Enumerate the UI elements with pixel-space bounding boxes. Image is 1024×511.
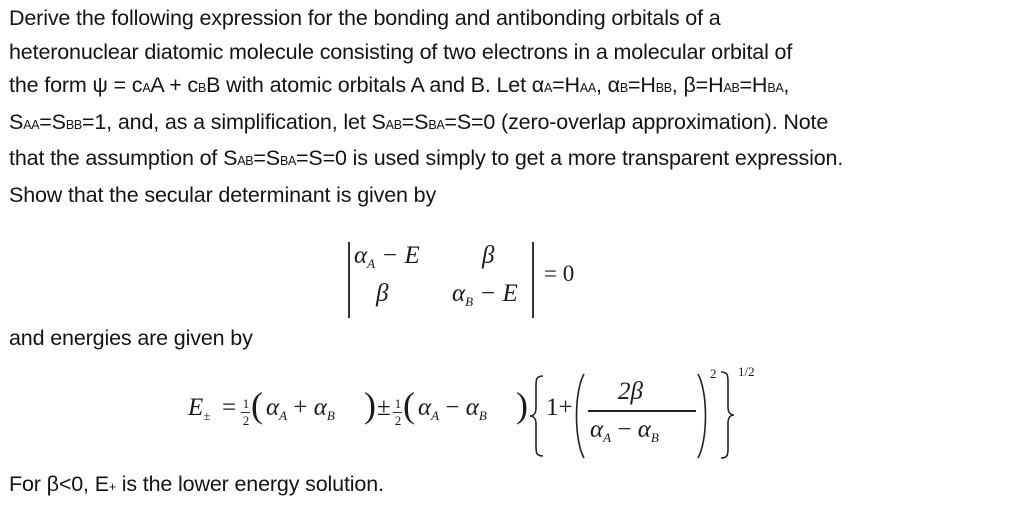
fraction-denominator: $\alpha_A - \alpha_B$ xyxy=(590,416,659,445)
determinant-equals-zero: = 0 xyxy=(544,261,575,286)
determinant-a21: β xyxy=(376,280,389,307)
determinant-a11: $\alpha_A - E$ xyxy=(354,242,420,271)
energy-lhs: $E_\pm$ xyxy=(188,394,211,423)
half-numerator-2: 1 xyxy=(394,396,402,411)
close-paren-1: ) xyxy=(364,385,376,425)
alpha-sum: $\alpha_A + \alpha_B$ xyxy=(266,394,335,423)
problem-line-2: heteronuclear diatomic molecule consisting of two electrons in a molecular orbital of xyxy=(9,39,793,64)
open-paren-2: ( xyxy=(403,385,415,425)
inner-exponent: 2 xyxy=(710,366,717,381)
equals-sign: = xyxy=(222,394,237,421)
one-plus: 1+ xyxy=(546,394,573,421)
close-paren-2: ) xyxy=(516,385,528,425)
energies-intro: and energies are given by xyxy=(9,326,253,350)
right-brace-icon xyxy=(718,370,736,460)
half-numerator-1: 1 xyxy=(242,396,250,411)
problem-line-4: SAA=SBB=1, and, as a simplification, let SAB=SBA=S=0 (zero-overlap approximation). Note xyxy=(9,109,829,134)
problem-line-1: Derive the following expression for the bonding and antibonding orbitals of a xyxy=(9,6,721,30)
plus-minus-sign: ± xyxy=(377,394,391,421)
determinant-a12: β xyxy=(482,242,495,269)
problem-line-5: that the assumption of SAB=SBA=S=0 is used simply to get a more transparent expression. xyxy=(9,146,844,170)
energy-formula xyxy=(188,366,788,466)
outer-exponent: 1/2 xyxy=(738,364,755,379)
half-denominator-2: 2 xyxy=(394,413,402,428)
open-paren-1: ( xyxy=(251,385,263,425)
fraction-bar xyxy=(588,410,696,412)
right-large-paren-icon xyxy=(696,372,710,460)
conclusion: For β<0, E+ is the lower energy solution. xyxy=(9,472,384,496)
problem-line-3: the form ψ = cAA + cBB with atomic orbitals A and B. Let αA=HAA, αB=HBB, β=HAB=HBA, xyxy=(9,73,790,97)
half-denominator-1: 2 xyxy=(242,413,250,428)
determinant-a22: $\alpha_B - E$ xyxy=(452,280,518,309)
fraction-numerator: 2β xyxy=(618,378,643,405)
left-large-paren-icon xyxy=(572,372,586,460)
left-brace-icon xyxy=(528,374,546,458)
secular-determinant xyxy=(348,240,538,318)
problem-statement xyxy=(9,2,1019,212)
determinant-left-bar xyxy=(348,242,350,318)
problem-line-6: Show that the secular determinant is given by xyxy=(9,182,437,207)
determinant-right-bar xyxy=(532,242,534,318)
alpha-difference: $\alpha_A - \alpha_B$ xyxy=(418,394,487,423)
